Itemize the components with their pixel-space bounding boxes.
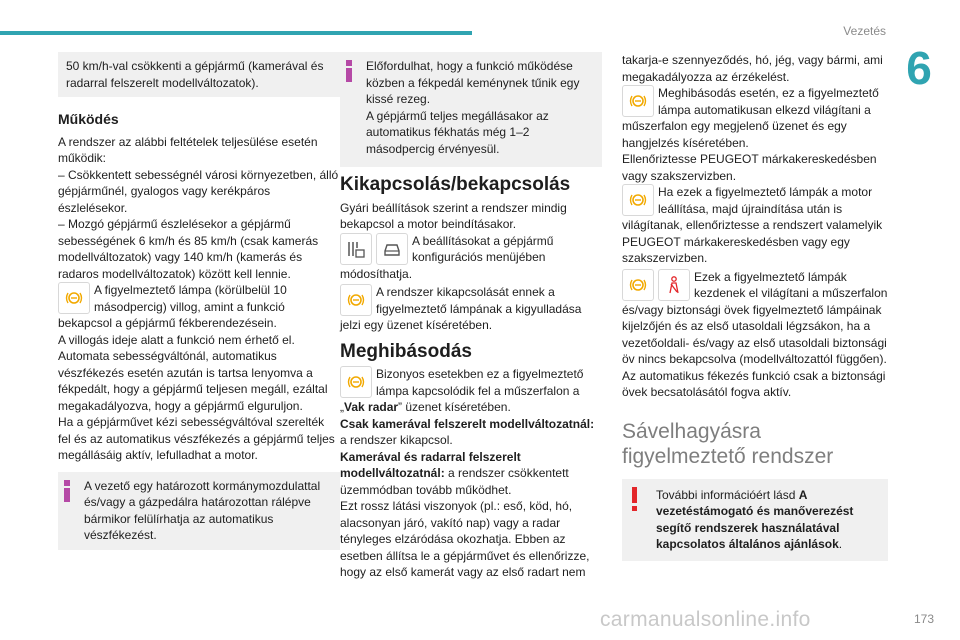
paragraph: – Csökkentett sebességnél városi környezetben, álló gépjárműnél, gyalogos vagy kerékpáros észlelésekor.	[58, 167, 339, 215]
brake-warning-lamp-icon	[340, 366, 372, 398]
heading-on-off: Kikapcsolás/bekapcsolás	[340, 174, 571, 195]
paragraph: Kamerával és radarral felszerelt modellváltozatnál: a rendszer csökkentett üzemmódban tovább működhet.	[340, 449, 569, 497]
info-icon	[346, 60, 352, 82]
brake-warning-lamp-icon	[622, 85, 654, 117]
paragraph: A rendszer kikapcsolását ennek a figyelmeztető lámpának a kigyulladása jelzi egy üzenet kíséretében.	[340, 285, 582, 332]
heading-lane-departure: Sávelhagyásra figyelmeztető rendszer	[622, 419, 834, 468]
box-text: További információért lásd A vezetéstámogató és manőverezést segítő rendszerek használatával kapcsolatos általános ajánlások.	[656, 487, 854, 551]
info-box	[340, 52, 602, 167]
lamp-row	[622, 184, 888, 267]
paragraph: Ha ezek a figyelmeztető lámpák a motor leállítása, majd újraindítása után is világítanak, ellenőriztesse a rendszert valamelyik PEUGEOT márkakereskedésben vagy egy szakszervizben.	[622, 185, 883, 265]
watermark: carmanualsonline.info	[600, 608, 811, 631]
seatbelt-warning-icon	[658, 269, 690, 301]
lamp-row	[340, 284, 602, 334]
paragraph: Meghibásodás esetén, ez a figyelmeztető lámpa automatikusan elkezd világítani a műszerfalon egy megjelenő üzenet és egy hangjelzés kíséretében.	[622, 86, 879, 150]
box-text: 50 km/h-val csökkenti a gépjármű (kamerával és radarral felszerelt modellváltozatok).	[66, 59, 324, 90]
paragraph: Automata sebességváltónál, automatikus vészfékezés esetén azután is tartsa lenyomva a fékpedált, hogy a gépjármű teljesen megáll, ezáltal megakadályozva, hogy a gépjármű elguruljon.	[58, 349, 328, 413]
paragraph: A beállításokat a gépjármű konfigurációs menüjében módosíthatja.	[340, 233, 554, 281]
header-accent-rule	[0, 31, 472, 35]
brake-warning-lamp-icon	[622, 269, 654, 301]
column-2	[340, 52, 602, 581]
warning-icon	[632, 487, 638, 513]
heading-operation: Működés	[58, 111, 119, 127]
paragraph: Gyári beállítások szerint a rendszer mindig bekapcsol a motor beindításakor.	[340, 200, 567, 231]
paragraph: Ezt rossz látási viszonyok (pl.: eső, köd, hó, alacsonyan járó, vakító nap) vagy a radar tényleges elzáródása okozhatja. Ebben az esetben állítsa le a gépjárművet és ellenőrizze, hogy az első kamerát vagy az első radart nem	[340, 499, 590, 579]
paragraph: Ellenőriztesse PEUGEOT márkakereskedésben vagy szakszervizben.	[622, 152, 877, 183]
column-1	[58, 52, 340, 550]
heading-fault: Meghibásodás	[340, 340, 472, 362]
lamp-row	[340, 366, 602, 416]
paragraph: Csak kamerával felszerelt modellváltozatnál: a rendszer kikapcsol.	[340, 416, 595, 447]
paragraph: A rendszer az alábbi feltételek teljesülése esetén működik:	[58, 134, 318, 165]
warning-box	[622, 479, 888, 561]
paragraph: Ezek a figyelmeztető lámpák kezdenek el világítani a műszerfalon és/vagy biztonsági övek figyelmeztető lámpáinak kijelzőjén és az első utasoldali légzsákon, ha a vezetőoldali- és/vagy az első utasoldali biztonsági öv nincs bekapcsolva (modellváltozattól függően). Az automatikus fékezés funkció csak a biztonsági övek becsatolásától fogva aktív.	[622, 269, 888, 399]
section-title: Vezetés	[843, 24, 886, 38]
paragraph: Ha a gépjárművet kézi sebességváltóval szerelték fel és az automatikus vészfékezés a gépjármű teljes megállásáig aktív, lefulladhat a motor.	[58, 415, 335, 462]
page-number: 173	[913, 612, 934, 626]
paragraph: A villogás ideje alatt a funkció nem érhető el.	[58, 332, 295, 347]
info-box-continued	[58, 52, 340, 97]
paragraph: A figyelmeztető lámpa (körülbelül 10 másodpercig) villog, amint a funkció bekapcsol a gépjármű fékberendezésein.	[58, 283, 287, 330]
brake-warning-lamp-icon	[622, 184, 654, 216]
car-config-icon	[376, 233, 408, 265]
top-bar	[0, 0, 960, 40]
lamp-row	[58, 282, 340, 332]
box-text: Előfordulhat, hogy a funkció működése közben a fékpedál keménynek tűnik egy kissé rezeg. A gépjármű teljes megállásakor az automatikus fékhatás még 1–2 másodpercig érvényesül.	[366, 59, 580, 156]
info-box	[58, 472, 340, 550]
paragraph: – Mozgó gépjármű észlelésekor a gépjármű sebességének 6 km/h és 85 km/h (csak kamerás modellváltozatok) vagy 140 km/h (kamerás és radaros modellváltozatok) között kell lennie.	[58, 217, 319, 281]
info-icon	[64, 480, 70, 502]
box-text: A vezető egy határozott kormánymozdulattal és/vagy a gázpedálra határozottan rálépve bármikor felülírhatja az automatikus vészfékezést.	[84, 478, 321, 542]
brake-warning-lamp-icon	[58, 282, 90, 314]
paragraph: Bizonyos esetekben ez a figyelmeztető lámpa kapcsolódik fel a műszerfalon a „Vak radar” üzenet kíséretében.	[340, 367, 584, 414]
chapter-number: 6	[906, 42, 932, 94]
lamp-row	[340, 233, 602, 283]
brake-warning-lamp-icon	[340, 284, 372, 316]
lamp-row	[622, 269, 888, 401]
settings-grid-icon	[340, 233, 372, 265]
lamp-row	[622, 85, 888, 151]
paragraph: takarja-e szennyeződés, hó, jég, vagy bármi, ami megakadályozza az érzékelést.	[622, 53, 883, 84]
column-3	[622, 52, 888, 561]
